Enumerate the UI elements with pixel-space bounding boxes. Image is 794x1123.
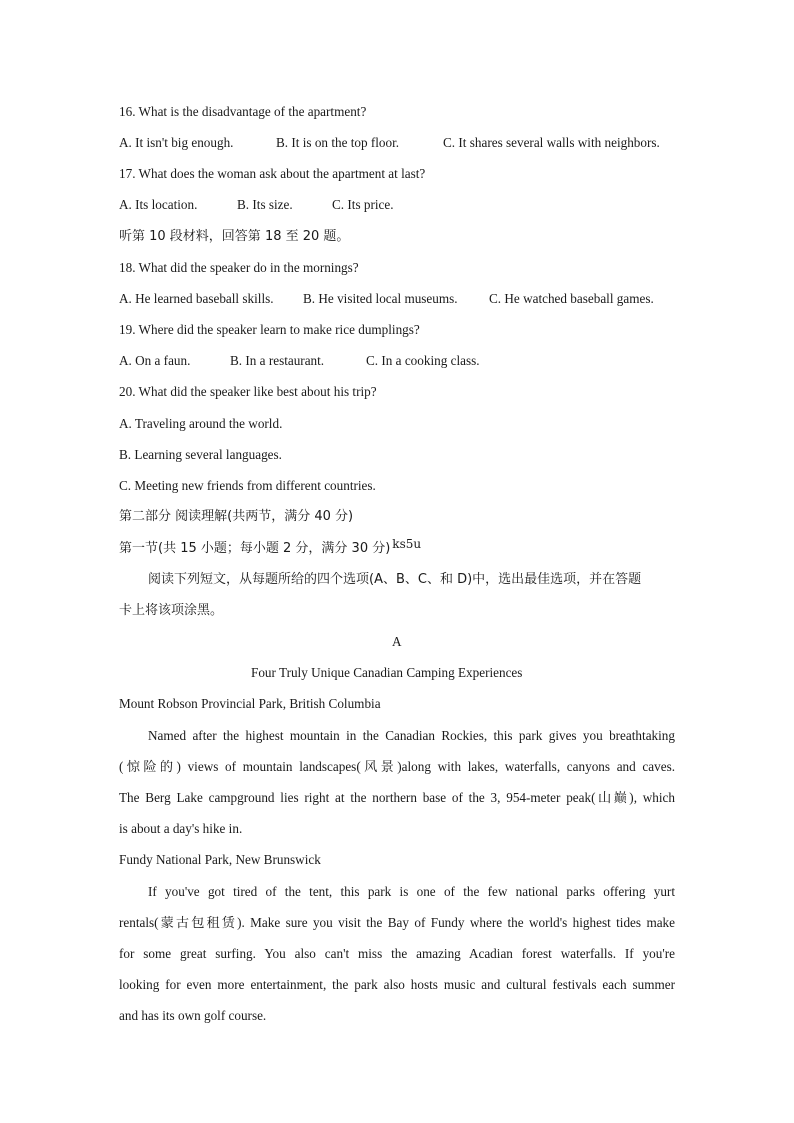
park-2-line-2: rentals(蒙古包租赁). Make sure you visit the Bay of Fundy where the world's highest tides make: [119, 915, 675, 930]
question-19-option-c: C. In a cooking class.: [366, 353, 480, 368]
question-18-option-c: C. He watched baseball games.: [489, 291, 654, 306]
question-16-stem: 16. What is the disadvantage of the apartment?: [119, 104, 367, 119]
instruction-line-1: 阅读下列短文，从每题所给的四个选项(A、B、C、和 D)中，选出最佳选项，并在答题: [148, 572, 642, 587]
part-2-heading: 第二部分 阅读理解(共两节，满分 40 分): [119, 509, 354, 524]
question-18-option-b: B. He visited local museums.: [303, 291, 458, 306]
question-17-option-c: C. Its price.: [332, 197, 394, 212]
question-17-option-b: B. Its size.: [237, 197, 293, 212]
ks5u-mark: ks5u: [392, 537, 422, 551]
question-17-stem: 17. What does the woman ask about the apartment at last?: [119, 166, 426, 181]
question-17-option-a: A. Its location.: [119, 197, 198, 212]
question-19-option-b: B. In a restaurant.: [230, 353, 325, 368]
question-16-option-a: A. It isn't big enough.: [119, 135, 234, 150]
section-1-heading: [119, 539, 421, 558]
park-2-line-4: looking for even more entertainment, the park also hosts music and cultural festivals each summer: [119, 977, 675, 992]
question-20-stem: 20. What did the speaker like best about his trip?: [119, 384, 377, 399]
section-10-instruction: 听第 10 段材料，回答第 18 至 20 题。: [119, 229, 350, 244]
section-1-text: 第一节(共 15 小题；每小题 2 分，满分 30 分): [119, 541, 391, 556]
passage-title: Four Truly Unique Canadian Camping Experiences: [251, 665, 523, 680]
park-1-line-2: (惊险的) views of mountain landscapes(风景)along with lakes, waterfalls, canyons and caves.: [119, 759, 675, 774]
question-19-option-a: A. On a faun.: [119, 353, 191, 368]
question-18-option-a: A. He learned baseball skills.: [119, 291, 274, 306]
question-20-option-a: A. Traveling around the world.: [119, 416, 283, 431]
question-20-option-c: C. Meeting new friends from different countries.: [119, 478, 376, 493]
question-19-stem: 19. Where did the speaker learn to make rice dumplings?: [119, 322, 420, 337]
question-20-option-b: B. Learning several languages.: [119, 447, 282, 462]
park-2-line-3: for some great surfing. You also can't miss the amazing Acadian forest waterfalls. If you're: [119, 946, 675, 961]
park-2-line-5: and has its own golf course.: [119, 1008, 267, 1023]
question-18-stem: 18. What did the speaker do in the mornings?: [119, 260, 359, 275]
question-16-option-b: B. It is on the top floor.: [276, 135, 400, 150]
park-2-name: Fundy National Park, New Brunswick: [119, 852, 321, 867]
park-1-line-1: Named after the highest mountain in the Canadian Rockies, this park gives you breathtaking: [148, 728, 675, 743]
park-2-line-1: If you've got tired of the tent, this park is one of the few national parks offering yurt: [148, 884, 675, 899]
park-1-line-4: is about a day's hike in.: [119, 821, 243, 836]
passage-label: A: [392, 634, 402, 649]
question-16-option-c: C. It shares several walls with neighbors.: [443, 135, 660, 150]
park-1-name: Mount Robson Provincial Park, British Columbia: [119, 696, 381, 711]
instruction-line-2: 卡上将该项涂黑。: [119, 603, 224, 618]
park-1-line-3: The Berg Lake campground lies right at the northern base of the 3, 954-meter peak(山巅), which: [119, 790, 675, 805]
